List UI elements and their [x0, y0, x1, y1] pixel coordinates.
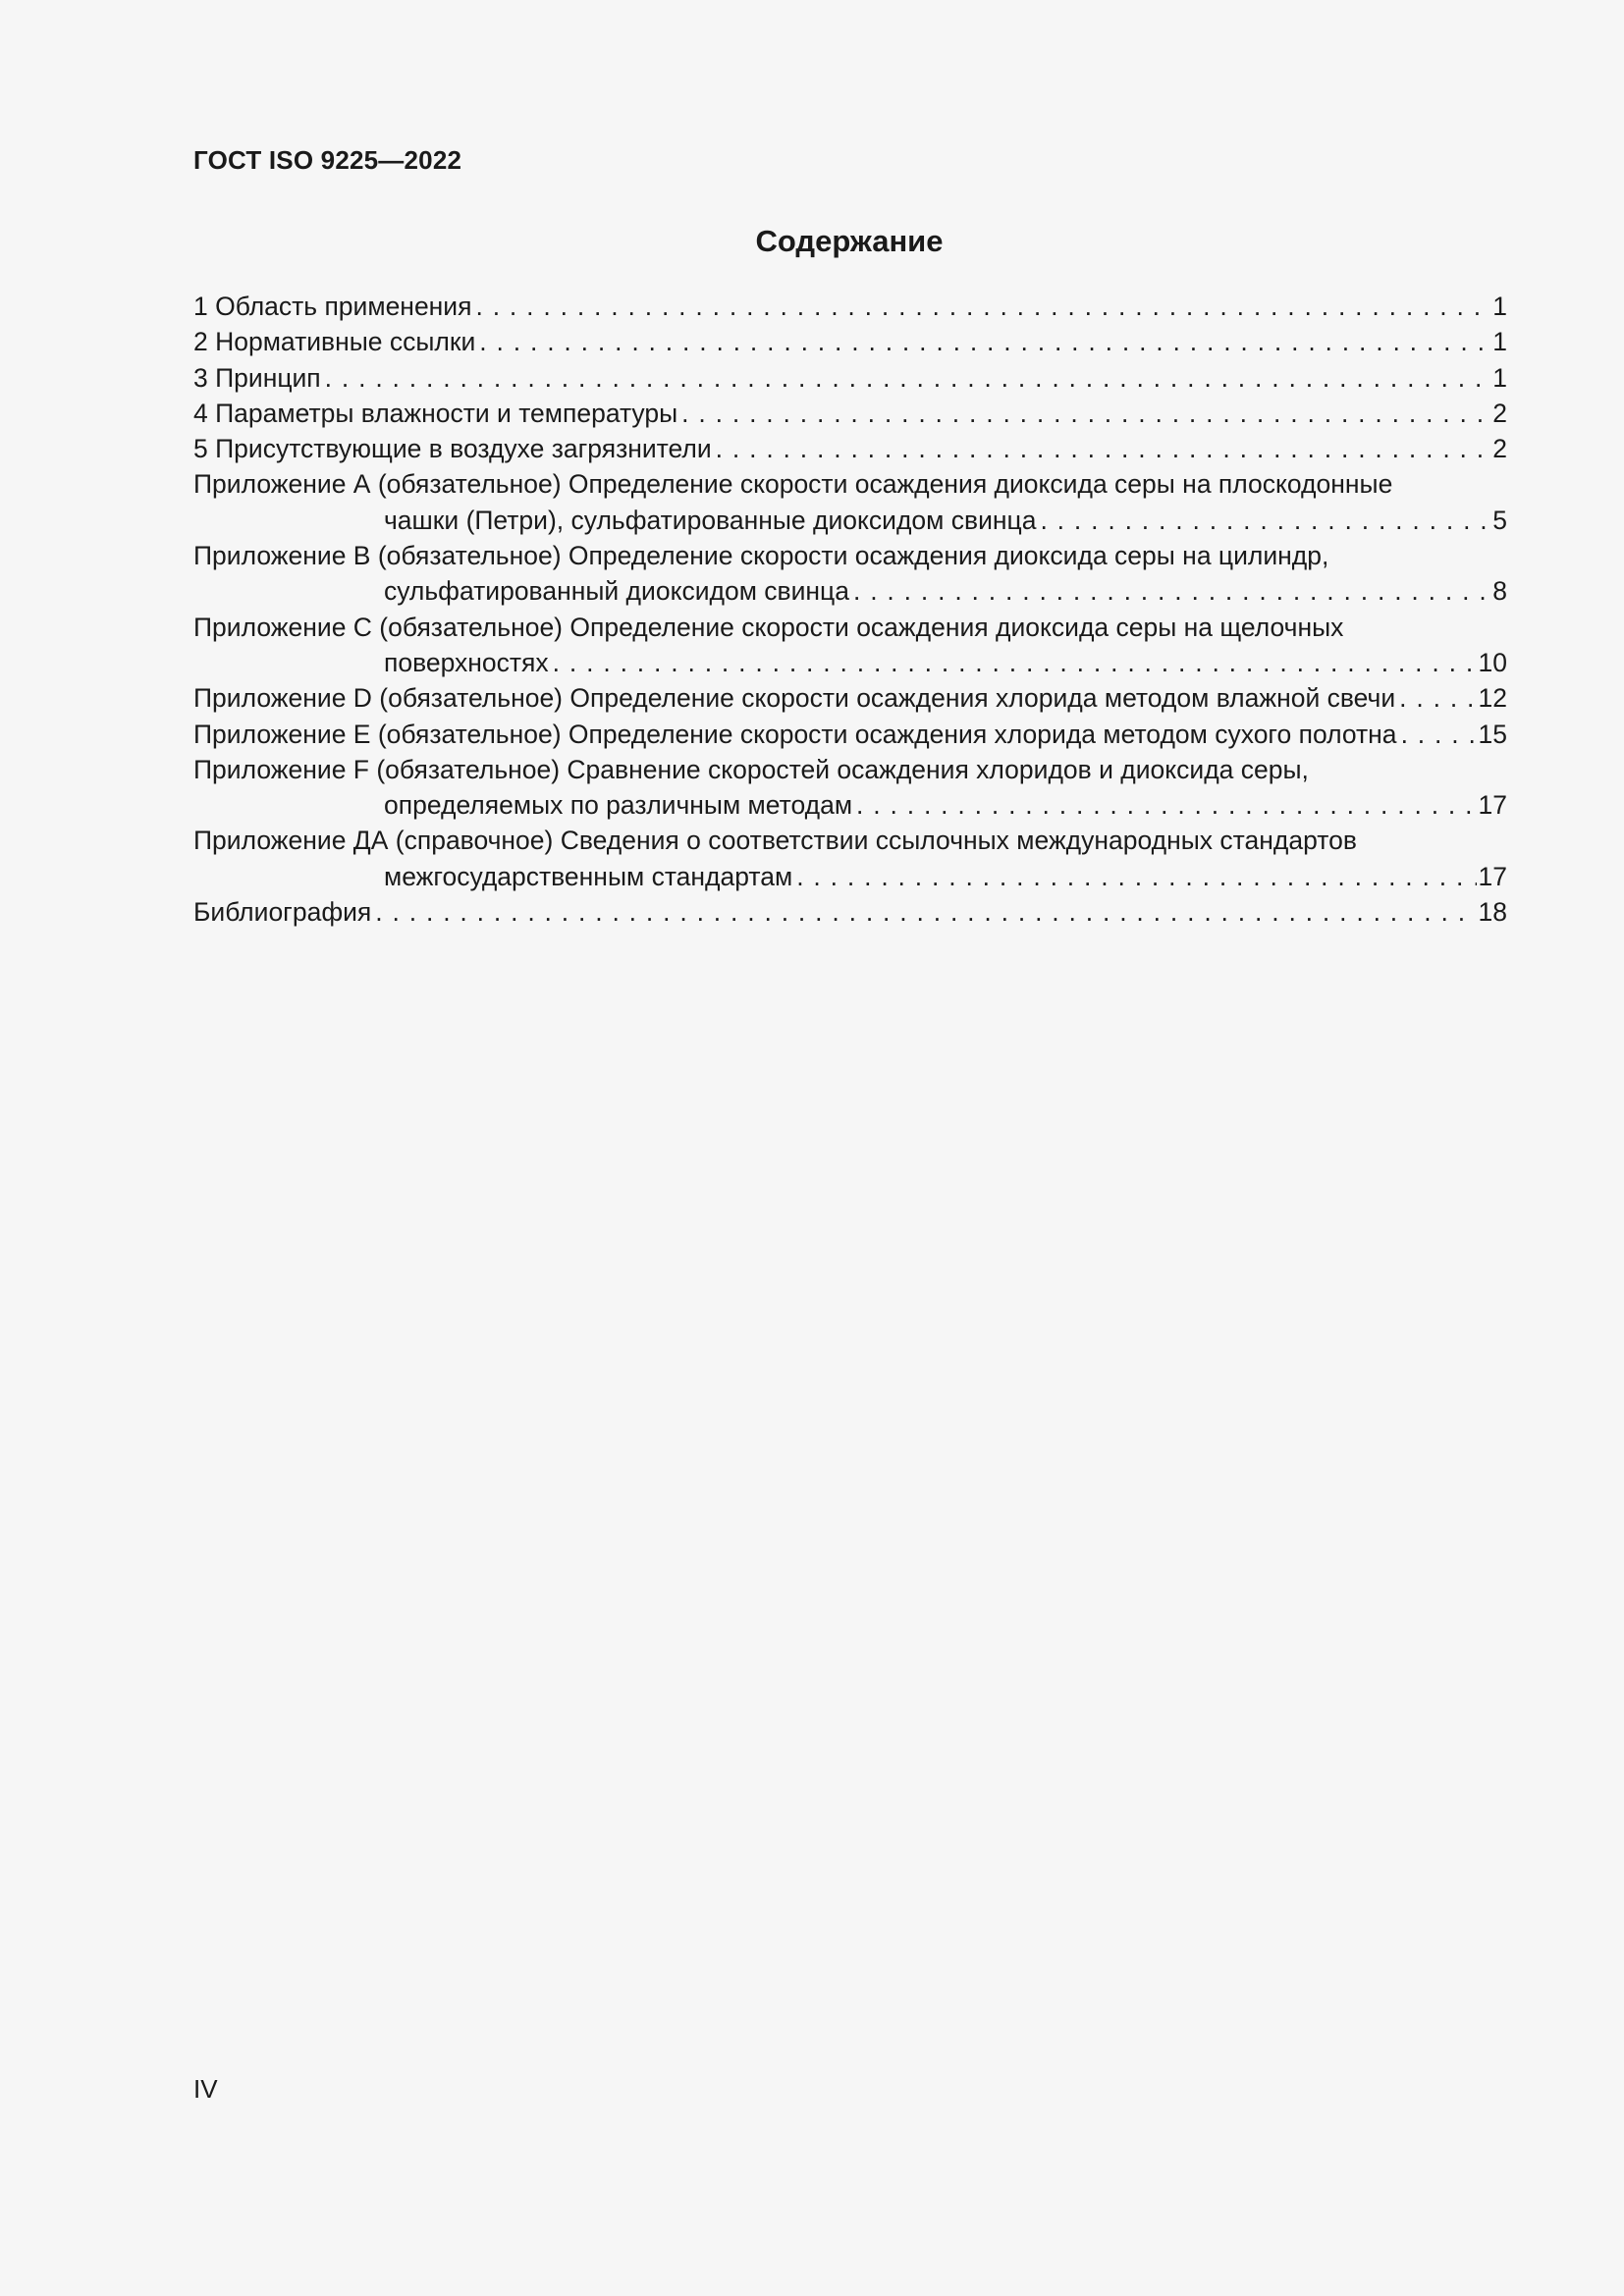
toc-entry-scope[interactable]	[193, 289, 1507, 324]
toc-entry-text: Библиография	[193, 897, 372, 928]
toc-entry-page: 2	[1492, 434, 1507, 464]
toc-entry-normative-refs[interactable]	[193, 324, 1507, 359]
table-of-contents	[193, 289, 1507, 930]
document-designation: ГОСТ ISO 9225—2022	[193, 145, 462, 175]
toc-entry-page: 18	[1478, 897, 1507, 928]
toc-entry-page: 17	[1478, 790, 1507, 821]
toc-leader-dots	[321, 360, 1491, 396]
toc-entry-page: 1	[1492, 327, 1507, 357]
toc-entry-page: 8	[1492, 576, 1507, 607]
toc-leader-dots	[549, 645, 1477, 680]
toc-entry-annex-b[interactable]	[193, 538, 1507, 573]
toc-entry-page: 17	[1478, 861, 1507, 891]
toc-entry-page: 1	[1492, 292, 1507, 321]
toc-entry-text: Приложение ДА (справочное) Сведения о соответствии ссылочных международных стандартов	[193, 826, 1357, 856]
toc-entry-annex-e[interactable]	[193, 717, 1507, 752]
toc-entry-bibliography[interactable]	[193, 894, 1507, 930]
toc-entry-principle[interactable]	[193, 360, 1507, 396]
toc-leader-dots	[712, 431, 1491, 466]
toc-leader-dots	[792, 859, 1476, 894]
toc-entry-annex-c-cont[interactable]	[193, 645, 1507, 680]
toc-leader-dots	[849, 573, 1490, 609]
toc-entry-annex-a[interactable]	[193, 466, 1507, 502]
toc-leader-dots	[371, 894, 1476, 930]
toc-entry-annex-a-cont[interactable]	[193, 503, 1507, 538]
page-title: Содержание	[755, 224, 944, 258]
toc-entry-annex-f-cont[interactable]	[193, 787, 1507, 823]
toc-entry-text: поверхностях	[384, 647, 549, 677]
toc-entry-text: сульфатированный диоксидом свинца	[384, 576, 849, 607]
toc-entry-text: межгосударственным стандартам	[384, 861, 793, 891]
toc-entry-page: 1	[1492, 362, 1507, 393]
toc-leader-dots	[852, 787, 1476, 823]
toc-entry-text: Приложение С (обязательное) Определение скорости осаждения диоксида серы на щелочных	[193, 612, 1344, 642]
toc-leader-dots	[471, 289, 1490, 324]
toc-leader-dots	[475, 324, 1490, 359]
toc-entry-text: Приложение В (обязательное) Определение скорости осаждения диоксида серы на цилиндр,	[193, 541, 1329, 571]
toc-leader-dots	[1395, 680, 1476, 716]
toc-entry-humidity-temperature[interactable]	[193, 396, 1507, 431]
toc-entry-text: 5 Присутствующие в воздухе загрязнители	[193, 434, 712, 464]
toc-entry-page: 15	[1478, 719, 1507, 749]
toc-entry-page: 5	[1492, 505, 1507, 535]
toc-entry-text: чашки (Петри), сульфатированные диоксидом свинца	[384, 505, 1037, 535]
toc-leader-dots	[677, 396, 1490, 431]
toc-entry-text: 2 Нормативные ссылки	[193, 327, 476, 357]
toc-entry-annex-f[interactable]	[193, 752, 1507, 787]
toc-entry-text: 1 Область применения	[193, 292, 472, 321]
toc-entry-page: 2	[1492, 398, 1507, 428]
toc-entry-text: 3 Принцип	[193, 362, 321, 393]
toc-entry-annex-b-cont[interactable]	[193, 573, 1507, 609]
toc-leader-dots	[1036, 503, 1490, 538]
toc-entry-page: 12	[1478, 683, 1507, 714]
toc-entry-airborne-pollutants[interactable]	[193, 431, 1507, 466]
toc-entry-annex-da-cont[interactable]	[193, 859, 1507, 894]
toc-entry-text: Приложение D (обязательное) Определение скорости осаждения хлорида методом влажной свечи	[193, 683, 1396, 714]
toc-entry-annex-d[interactable]	[193, 680, 1507, 716]
toc-entry-page: 10	[1478, 647, 1507, 677]
toc-entry-text: Приложение А (обязательное) Определение скорости осаждения диоксида серы на плоскодонные	[193, 469, 1393, 500]
toc-entry-text: 4 Параметры влажности и температуры	[193, 398, 678, 428]
page-number: IV	[193, 2074, 218, 2104]
toc-entry-text: определяемых по различным методам	[384, 790, 853, 821]
toc-entry-annex-c[interactable]	[193, 610, 1507, 645]
toc-entry-text: Приложение Е (обязательное) Определение скорости осаждения хлорида методом сухого полотна	[193, 719, 1397, 749]
toc-leader-dots	[1397, 717, 1477, 752]
toc-entry-text: Приложение F (обязательное) Сравнение скоростей осаждения хлоридов и диоксида серы,	[193, 754, 1309, 784]
toc-entry-annex-da[interactable]	[193, 823, 1507, 858]
